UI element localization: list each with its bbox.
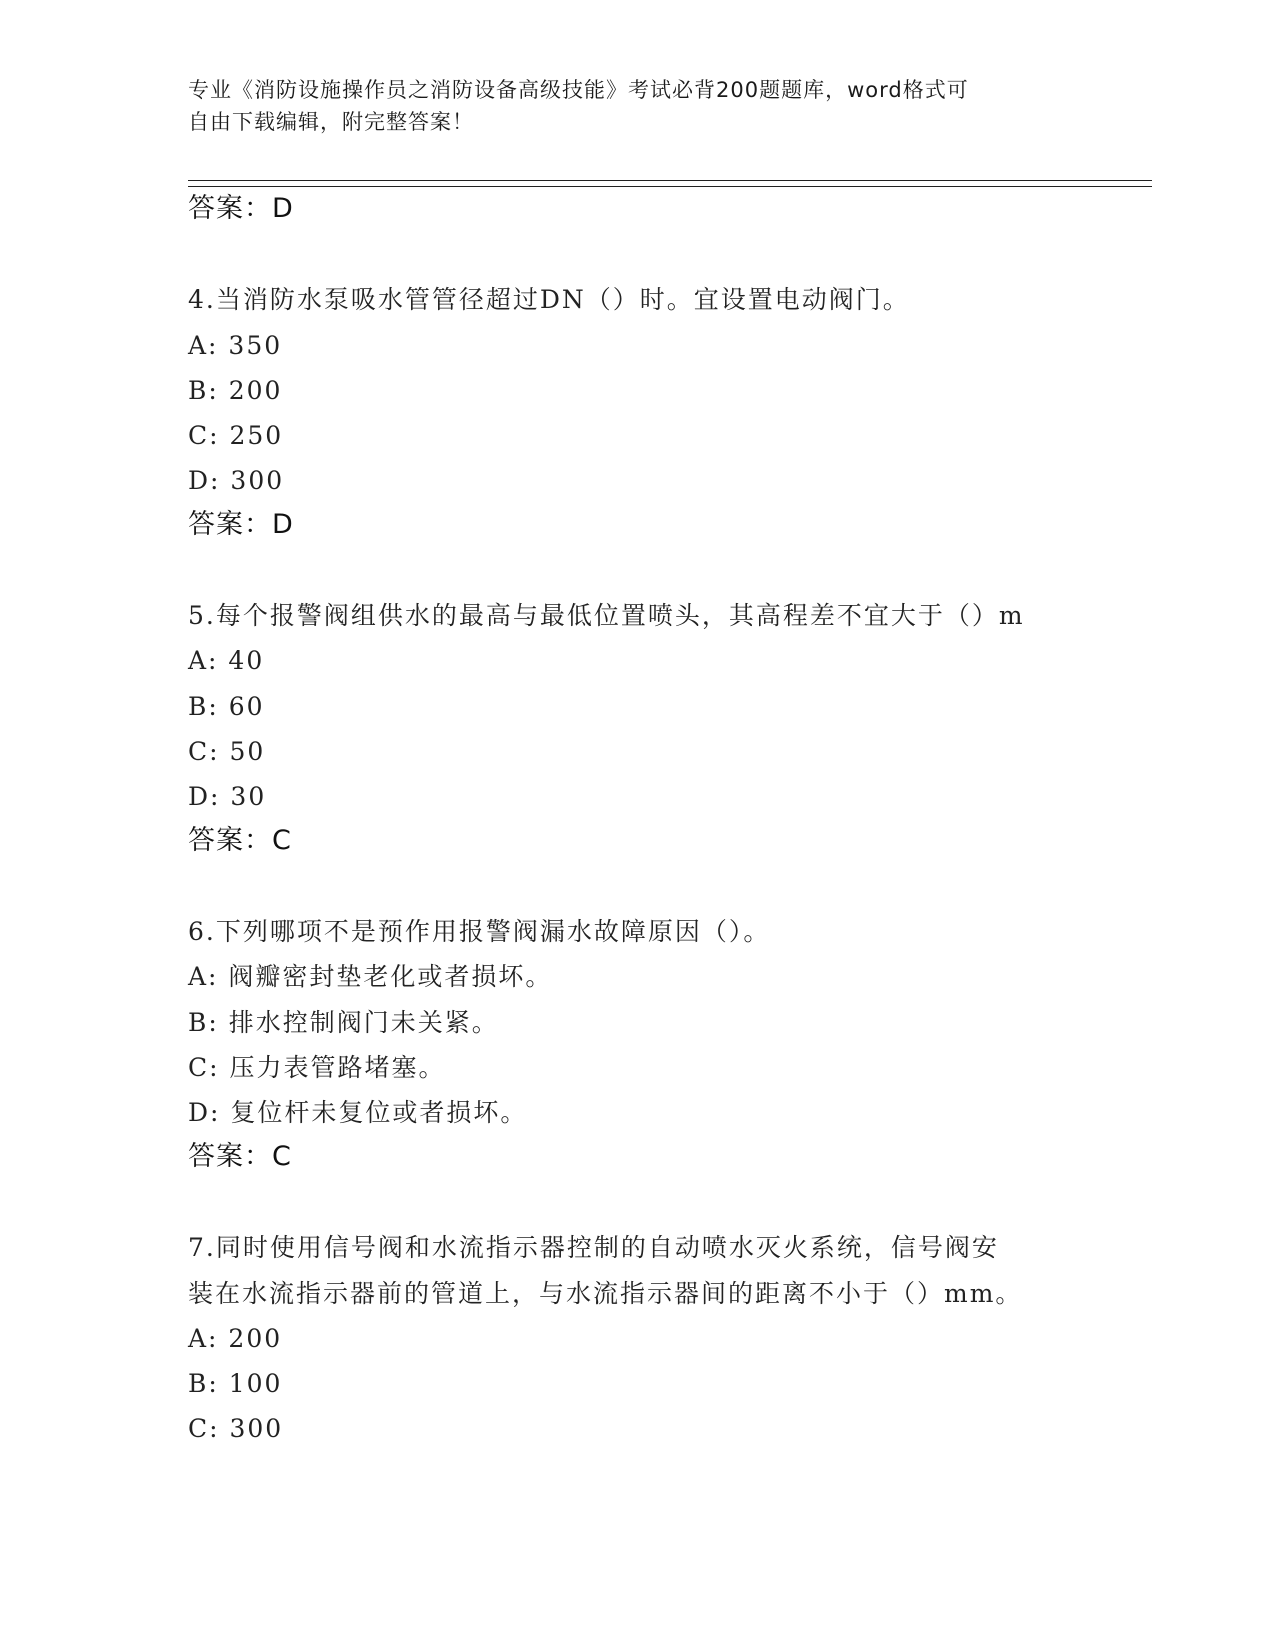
answer-3: 答案：D: [188, 193, 294, 224]
question-4-stem: 4.当消防水泵吸水管管径超过DN（）时。宜设置电动阀门。: [188, 285, 910, 314]
answer-6: 答案：C: [188, 1141, 292, 1172]
question-7-stem-line-2: 装在水流指示器前的管道上，与水流指示器间的距离不小于（）mm。: [188, 1279, 1023, 1308]
question-7-option-a: A: 200: [188, 1324, 283, 1353]
question-7-option-b: B: 100: [188, 1369, 283, 1398]
question-7-stem-line-1: 7.同时使用信号阀和水流指示器控制的自动喷水灭火系统，信号阀安: [188, 1233, 999, 1262]
question-4-option-c: C: 250: [188, 421, 284, 450]
question-6-option-d: D: 复位杆未复位或者损坏。: [188, 1098, 528, 1127]
question-7-option-c: C: 300: [188, 1414, 284, 1443]
question-6-option-c: C: 压力表管路堵塞。: [188, 1053, 446, 1082]
question-4-option-a: A: 350: [188, 331, 283, 360]
answer-5: 答案：C: [188, 825, 292, 856]
question-6-option-a: A: 阀瓣密封垫老化或者损坏。: [188, 962, 553, 991]
question-6-stem: 6.下列哪项不是预作用报警阀漏水故障原因（）。: [188, 917, 771, 946]
question-5-option-a: A: 40: [188, 646, 265, 675]
question-4-option-d: D: 300: [188, 466, 285, 495]
answer-4: 答案：D: [188, 509, 294, 540]
document-header: [188, 74, 1068, 138]
header-divider: [188, 180, 1152, 187]
question-5-option-c: C: 50: [188, 737, 266, 766]
question-5-stem: 5.每个报警阀组供水的最高与最低位置喷头，其高程差不宜大于（）m: [188, 601, 1025, 630]
question-6-option-b: B: 排水控制阀门未关紧。: [188, 1008, 499, 1037]
header-line-2: 自由下载编辑，附完整答案！: [188, 110, 474, 134]
question-4-option-b: B: 200: [188, 376, 283, 405]
header-line-1: 专业《消防设施操作员之消防设备高级技能》考试必背200题题库，word格式可: [188, 78, 969, 102]
question-5-option-b: B: 60: [188, 692, 265, 721]
question-5-option-d: D: 30: [188, 782, 267, 811]
